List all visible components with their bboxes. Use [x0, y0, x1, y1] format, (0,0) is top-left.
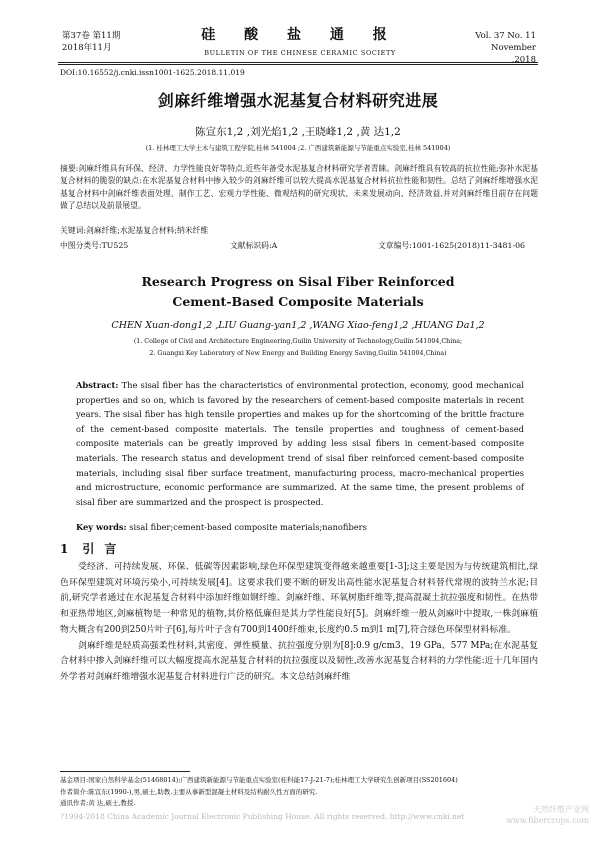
journal-name-cn: 硅 酸 盐 通 报: [201, 27, 399, 43]
document-code: 文献标识码:A: [230, 241, 278, 250]
affiliation-en: [58, 336, 538, 360]
abstract-en-label: Abstract:: [76, 380, 119, 390]
journal-name-en: BULLETIN OF THE CHINESE CERAMIC SOCIETY: [204, 49, 396, 57]
article-number: 文章编号:1001-1625(2018)11-3481-06: [378, 241, 526, 250]
date-en: November ,2018: [491, 43, 536, 65]
clc-number: 中图分类号:TU525: [60, 241, 129, 250]
authors-en: CHEN Xuan-dong1,2 ,LIU Guang-yan1,2 ,WANG Xiao-feng1,2 ,HUANG Da1,2: [111, 320, 485, 331]
footnotes: [60, 775, 538, 810]
abstract-cn: 摘要:剑麻纤维具有环保、经济、力学性能良好等特点,近些年备受水泥基复合材料研究学者青睐。剑麻纤维具有较高的抗拉性能;弥补水泥基复合材料的脆裂的缺点:在水泥基复合材料中掺入较少的剑麻纤维可以较大提高水泥基复合材料抗拉性能和韧性。总结了剑麻纤维增强水泥基复合材料中剑麻纤维表面处理、制作工艺、宏观力学性能、微观结构的研究现状、未来发展动向、经济效益,并对剑麻纤维目前存在问题做了总结以及前景展望。: [60, 164, 538, 210]
body-paragraph-1: 受经济、可持续发展、环保、低碳等因素影响,绿色环保型建筑变得越来越重要[1-3];这主要是因为与传统建筑相比,绿色环保型建筑对环境污染小,可持续发展[4]。这要求我们要不断的研发出高性能水泥基复合材料替代常规的波特兰水泥;目前,研究学者通过在水泥基复合材料中添加纤维如钢纤维、剑麻纤维、环氧树脂纤维等,提高混凝土抗拉强度和韧性。在热带和亚热带地区,剑麻植物是一种常见的植物,其价格低廉但是其力学性能良好[5]。剑麻纤维一般从剑麻叶中提取,一株剑麻植物大概含有200到250片叶子[6],每片叶子含有700到1400纤维束,长度约0.5 m到1 m[7],符合绿色环保型材料标准。: [60, 562, 538, 635]
keywords-en-label: Key words:: [76, 522, 127, 532]
fund-note: 基金项目:国家自然科学基金(51468014);广西建筑新能源与节能重点实验室(桂科能17-J-21-7);桂林理工大学研究生创新项目(SS201604): [60, 776, 458, 784]
section-title: 引言: [82, 542, 127, 556]
corresponding-note: 通讯作者:黄 达,硕士,教授.: [60, 799, 136, 807]
section-heading: [60, 540, 126, 557]
body-paragraph-2: 剑麻纤维是轻质高强柔性材料,其密度、弹性模量、抗拉强度分别为[8]:0.9 g/cm3、19 GPa、577 MPa;在水泥基复合材料中掺入剑麻纤维可以大幅度提高水泥基复合材料的抗拉强度以及韧性,改善水泥基复合材料的力学性能:近十几年国内外学者对剑麻纤维增强水泥基复合材料进行广泛的研究。本文总结剑麻纤维: [60, 640, 538, 682]
volume-en: Vol. 37 No. 11: [475, 31, 536, 41]
date-cn: 2018年11月: [62, 43, 112, 53]
header-rule: [58, 62, 538, 63]
section-number: 1: [60, 542, 69, 556]
watermark: 天然纤维产业网 www.fibercrops.com: [506, 805, 589, 825]
title-en-line-2: Cement-Based Composite Materials: [172, 294, 424, 309]
issue-info-en: [470, 30, 536, 66]
classification-row: [60, 240, 538, 252]
footnote-rule: [60, 771, 190, 772]
keywords-en-text: sisal fiber;cement-based composite materials;nanofibers: [129, 522, 367, 532]
body-text: [60, 560, 538, 686]
abstract-en: [76, 378, 524, 509]
header-rule-thin: [58, 64, 538, 65]
journal-masthead: [180, 24, 420, 57]
issue-info-cn: [62, 30, 120, 54]
doi[interactable]: DOI:10.16552/j.cnki.issn1001-1625.2018.11.019: [60, 68, 245, 77]
article-title-cn: 剑麻纤维增强水泥基复合材料研究进展: [157, 91, 439, 110]
title-en-line-1: Research Progress on Sisal Fiber Reinforced: [141, 274, 455, 289]
article-title-en: [58, 272, 538, 312]
affiliation-en-line-2: 2. Guangxi Key Laboratory of New Energy and Building Energy Saving,Guilin 541004,China): [149, 350, 447, 357]
copyright-footer: ?1994-2018 China Academic Journal Electronic Publishing House. All rights reserved. http://www.cnki.net: [60, 812, 465, 821]
author-note: 作者简介:陈宣东(1990-),男,硕士,助教.主要从事新型混凝土材料及结构耐久性方面的研究.: [60, 787, 318, 796]
keywords-cn: 关键词:剑麻纤维;水泥基复合材料;纳米纤维: [60, 226, 209, 235]
affiliation-cn: (1. 桂林理工大学土木与建筑工程学院,桂林 541004 ;2. 广西建筑新能源与节能重点实验室,桂林 541004): [145, 144, 451, 152]
keywords-en: [76, 522, 524, 532]
volume-cn: 第37卷 第11期: [62, 31, 121, 41]
authors-cn: 陈宣东1,2 ,刘光焰1,2 ,王晓峰1,2 ,黄 达1,2: [195, 126, 401, 138]
affiliation-en-line-1: (1. College of Civil and Architecture Engineering,Guilin University of Technology,Guilin 541004,China;: [133, 338, 463, 345]
abstract-en-text: The sisal fiber has the characteristics of environmental protection, economy, good mechanical properties and so on, which is favored by the researchers of cement-based composite materials in recent years. The sisal fiber has high tensile properties and makes up for the shortcoming of the brittle fracture of the cement-based composite materials. The tensile properties and toughness of cement-based composite materials can be greatly improved by adding less sisal fibers in cement-based composite materials. The research status and development trend of sisal fiber reinforced cement-based composite materials, including sisal fiber surface treatment, manufacturing process, macro-mechanical properties and microstructure, economic performance are summarized. At the same time, the present problems of sisal fiber are summarized and the prospect is prospected.: [76, 380, 525, 507]
